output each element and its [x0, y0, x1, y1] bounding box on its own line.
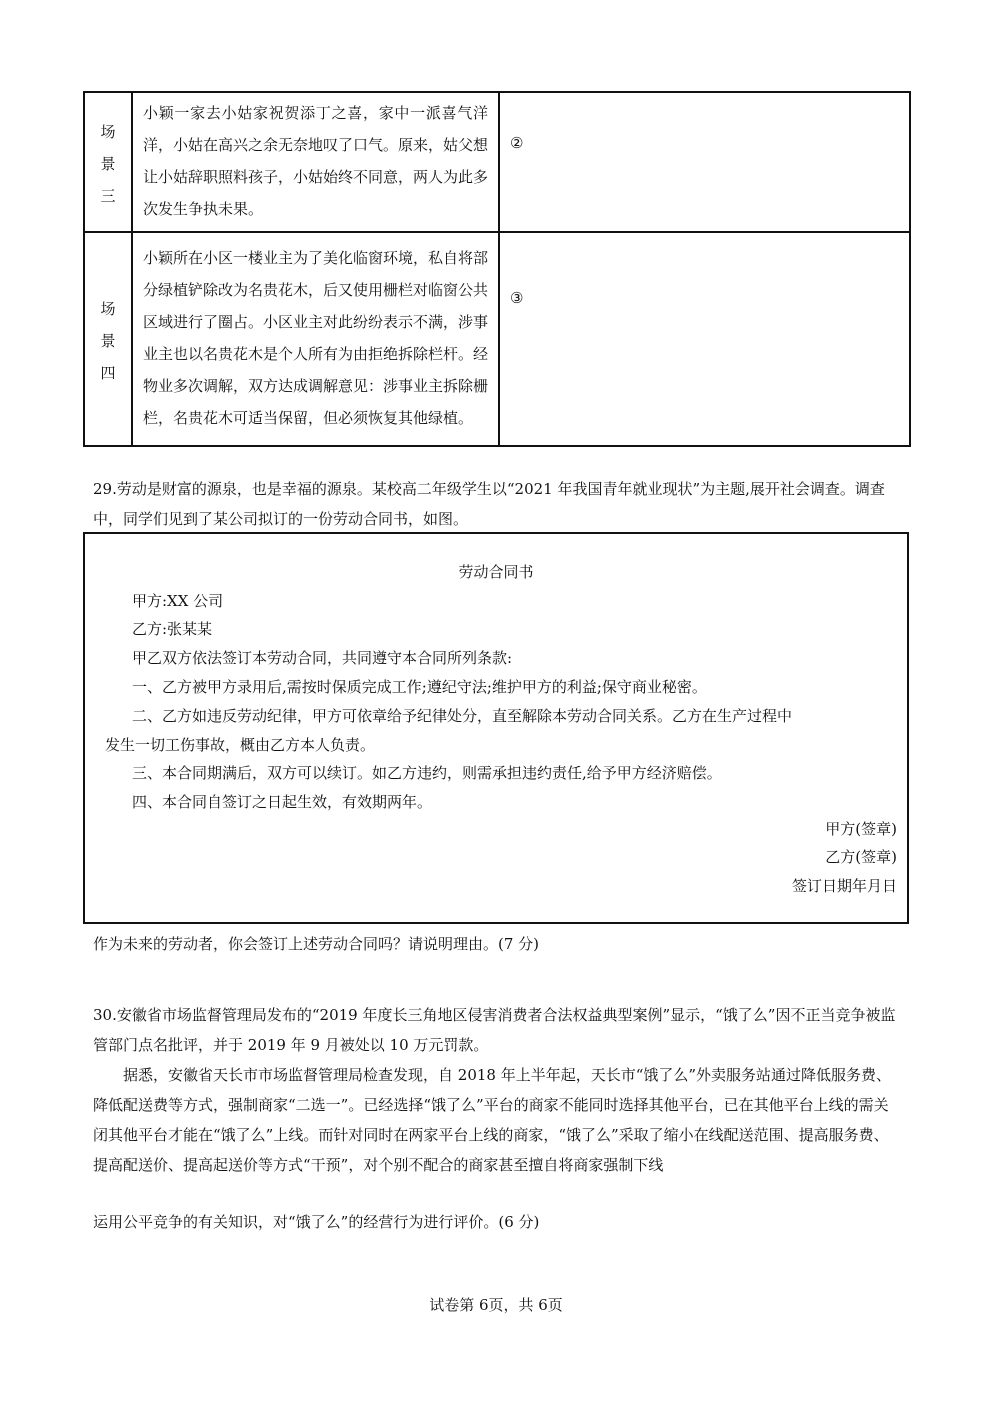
question-30-prompt: 运用公平竞争的有关知识，对“饿了么”的经营行为进行评价。(6 分) — [93, 1213, 540, 1231]
question-29-intro: 29.劳动是财富的源泉，也是幸福的源泉。某校高二年级学生以“2021 年我国青年就业现状”为主题,展开社会调查。调查中，同学们见到了某公司拟订的一份劳动合同书，如图。 — [93, 480, 885, 528]
contract-clause-1: 一、乙方被甲方录用后,需按时保质完成工作;遵纪守法;维护甲方的利益;保守商业秘密。 — [132, 678, 707, 696]
scene-label: 场 景 四 — [84, 232, 132, 446]
question-30-body: 据悉，安徽省天长市市场监督管理局检查发现，自 2018 年上半年起，天长市“饿了么”外卖服务站通过降低服务费、降低配送费等方式，强制商家“二选一”。已经选择“饿了么”平台的商家不能同时选择其他平台，已在其他平台上线的需关闭其他平台才能在“饿了么”上线。而针对同时在两家平台上线的商家，“饿了么”采取了缩小在线配送范围、提高服务费、提高配送价、提高起送价等方式“干预”，对个别不配合的商家甚至擅自将商家强制下线 — [93, 1066, 892, 1174]
contract-clause-3: 三、本合同期满后，双方可以续订。如乙方违约，则需承担违约责任,给予甲方经济赔偿。 — [132, 764, 722, 782]
question-29-prompt: 作为未来的劳动者，你会签订上述劳动合同吗？请说明理由。(7 分) — [93, 935, 540, 953]
scene-description: 小颖一家去小姑家祝贺添丁之喜，家中一派喜气洋洋，小姑在高兴之余无奈地叹了口气。原来，姑父想让小姑辞职照料孩子，小姑始终不同意，两人为此多次发生争执未果。 — [132, 92, 499, 232]
scene-row-three — [84, 92, 910, 232]
contract-party-a: 甲方:XX 公司 — [132, 592, 224, 610]
contract-preamble: 甲乙双方依法签订本劳动合同，共同遵守本合同所列条款: — [132, 649, 513, 667]
scene-label: 场 景 三 — [84, 92, 132, 232]
answer-blank: ② — [499, 92, 910, 232]
question-30-intro: 30.安徽省市场监督管理局发布的“2019 年度长三角地区侵害消费者合法权益典型案例”显示，“饿了么”因不正当竞争被监管部门点名批评，并于 2019 年 9 月被处以 10 万元罚款。 — [93, 1006, 896, 1054]
scene-row-four — [84, 232, 910, 446]
signature-date: 签订日期年月日 — [791, 877, 897, 895]
answer-blank: ③ — [499, 232, 910, 446]
contract-clause-4: 四、本合同自签订之日起生效，有效期两年。 — [132, 793, 433, 811]
page-footer: 试卷第 6页，共 6页 — [429, 1296, 563, 1314]
contract-clause-2: 二、乙方如违反劳动纪律，甲方可依章给予纪律处分，直至解除本劳动合同关系。乙方在生产过程中 — [132, 707, 793, 725]
signature-party-a: 甲方(签章) — [825, 820, 897, 838]
scene-table — [83, 91, 911, 447]
contract-box — [83, 532, 909, 924]
contract-clause-2-cont: 发生一切工伤事故，概由乙方本人负责。 — [105, 736, 376, 754]
contract-party-b: 乙方:张某某 — [132, 620, 213, 638]
scene-description: 小颖所在小区一楼业主为了美化临窗环境，私自将部分绿植铲除改为名贵花木，后又使用栅栏对临窗公共区域进行了圈占。小区业主对此纷纷表示不满，涉事业主也以名贵花木是个人所有为由拒绝拆除栏杆。经物业多次调解，双方达成调解意见：涉事业主拆除栅栏，名贵花木可适当保留，但必须恢复其他绿植。 — [132, 232, 499, 446]
signature-party-b: 乙方(签章) — [825, 848, 897, 866]
contract-title: 劳动合同书 — [458, 563, 534, 581]
